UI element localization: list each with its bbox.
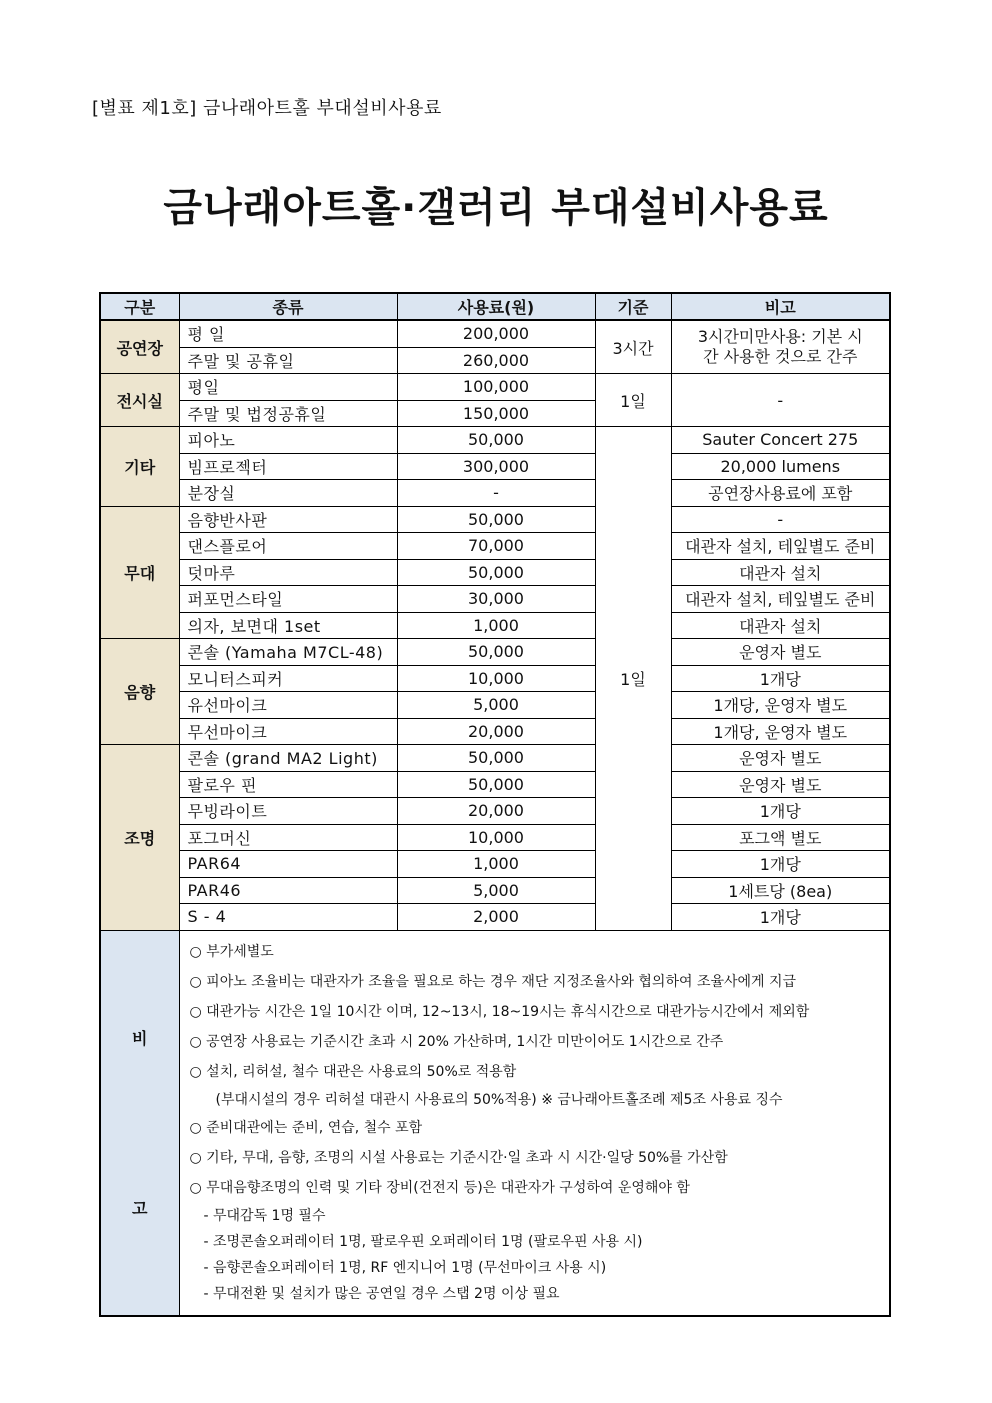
note-sub-line: - 조명콘솔오퍼레이터 1명, 팔로우핀 오퍼레이터 1명 (팔로우핀 사용 시) <box>203 1233 643 1250</box>
item-name: PAR46 <box>179 877 397 904</box>
note-line: ○ 무대음향조명의 인력 및 기타 장비(건전지 등)은 대관자가 구성하여 운영해야 함 <box>189 1179 690 1196</box>
note-sub-line: - 무대감독 1명 필수 <box>203 1207 326 1224</box>
item-name: 콘솔 (Yamaha M7CL-48) <box>179 639 397 666</box>
item-name: 음향반사판 <box>179 506 397 533</box>
remark-cell: 공연장사용료에 포함 <box>671 480 890 507</box>
table-row <box>100 453 890 480</box>
item-name: PAR64 <box>179 851 397 878</box>
note-line: ○ 공연장 사용료는 기준시간 초과 시 20% 가산하며, 1시간 미만이어도 1시간으로 간주 <box>189 1033 724 1050</box>
item-fee: 50,000 <box>397 745 595 772</box>
item-fee: 5,000 <box>397 877 595 904</box>
note-line: ○ 피아노 조율비는 대관자가 조율을 필요로 하는 경우 재단 지정조율사와 협의하여 조율사에게 지급 <box>189 973 797 990</box>
item-fee: 20,000 <box>397 798 595 825</box>
table-row <box>100 480 890 507</box>
header-category: 구분 <box>100 293 179 320</box>
table-row <box>100 639 890 666</box>
note-line: ○ 부가세별도 <box>189 943 274 960</box>
note-sub-line: - 무대전환 및 설치가 많은 공연일 경우 스탭 2명 이상 필요 <box>203 1285 560 1302</box>
item-fee: 50,000 <box>397 559 595 586</box>
item-name: 의자, 보면대 1set <box>179 612 397 639</box>
note-sub-line: - 음향콘솔오퍼레이터 1명, RF 엔지니어 1명 (무선마이크 사용 시) <box>203 1259 607 1276</box>
category-cell: 음향 <box>100 639 179 745</box>
remark-cell: 1개당, 운영자 별도 <box>671 692 890 719</box>
item-name: 콘솔 (grand MA2 Light) <box>179 745 397 772</box>
header-type: 종류 <box>179 293 397 320</box>
item-name: 덧마루 <box>179 559 397 586</box>
remark-cell: 운영자 별도 <box>671 639 890 666</box>
table-row <box>100 586 890 613</box>
remark-cell: 1개당 <box>671 665 890 692</box>
page-title: 금나래아트홀·갤러리 부대설비사용료 <box>163 185 829 231</box>
table-row <box>100 665 890 692</box>
header-note: [별표 제1호] 금나래아트홀 부대설비사용료 <box>92 98 442 119</box>
item-fee: 100,000 <box>397 374 595 401</box>
item-name: 분장실 <box>179 480 397 507</box>
item-fee: 20,000 <box>397 718 595 745</box>
remark-cell: 대관자 설치 <box>671 612 890 639</box>
item-name: 무빙라이트 <box>179 798 397 825</box>
table-row <box>100 745 890 772</box>
note-line: ○ 설치, 리허설, 철수 대관은 사용료의 50%로 적용함 <box>189 1063 517 1080</box>
item-name: 포그머신 <box>179 824 397 851</box>
item-name: 주말 및 법정공휴일 <box>179 400 397 427</box>
table-row <box>100 877 890 904</box>
notes-label-cell <box>100 930 179 1316</box>
item-fee: 5,000 <box>397 692 595 719</box>
item-fee: 1,000 <box>397 851 595 878</box>
item-name: S - 4 <box>179 904 397 931</box>
header-basis: 기준 <box>595 293 671 320</box>
item-fee: 200,000 <box>397 320 595 347</box>
category-cell: 전시실 <box>100 374 179 427</box>
remark-cell: 1세트당 (8ea) <box>671 877 890 904</box>
remark-cell: 1개당 <box>671 798 890 825</box>
item-name: 피아노 <box>179 427 397 454</box>
remark-cell: 대관자 설치, 테잎별도 준비 <box>671 586 890 613</box>
item-name: 모니터스피커 <box>179 665 397 692</box>
basis-cell: 1일 <box>595 427 671 931</box>
note-line-continuation: (부대시설의 경우 리허설 대관시 사용료의 50%적용) ※ 금나래아트홀조례 제5조 사용료 징수 <box>215 1091 783 1108</box>
table-row <box>100 612 890 639</box>
notes-row <box>100 930 890 1316</box>
item-name: 댄스플로어 <box>179 533 397 560</box>
table-row <box>100 533 890 560</box>
remark-cell: 운영자 별도 <box>671 745 890 772</box>
table-row <box>100 427 890 454</box>
item-fee: 10,000 <box>397 665 595 692</box>
item-fee: 70,000 <box>397 533 595 560</box>
note-line: ○ 대관가능 시간은 1일 10시간 이며, 12~13시, 18~19시는 휴식시간으로 대관가능시간에서 제외함 <box>189 1003 810 1020</box>
item-fee: 260,000 <box>397 347 595 374</box>
note-line: ○ 기타, 무대, 음향, 조명의 시설 사용료는 기준시간·일 초과 시 시간·일당 50%를 가산함 <box>189 1149 728 1166</box>
item-name: 평일 <box>179 374 397 401</box>
item-name: 무선마이크 <box>179 718 397 745</box>
item-fee: 50,000 <box>397 506 595 533</box>
remark-cell: 대관자 설치, 테잎별도 준비 <box>671 533 890 560</box>
item-fee: 50,000 <box>397 639 595 666</box>
basis-cell: 3시간 <box>595 320 671 374</box>
notes-label-bottom: 고 <box>132 1199 148 1218</box>
remark-cell: 대관자 설치 <box>671 559 890 586</box>
table-row <box>100 718 890 745</box>
item-fee: 50,000 <box>397 771 595 798</box>
item-name: 빔프로젝터 <box>179 453 397 480</box>
item-fee: 150,000 <box>397 400 595 427</box>
remark-cell: 운영자 별도 <box>671 771 890 798</box>
table-header-row <box>100 293 890 320</box>
item-fee: 50,000 <box>397 427 595 454</box>
table-row <box>100 506 890 533</box>
item-name: 팔로우 핀 <box>179 771 397 798</box>
fee-table <box>99 292 891 1317</box>
table-row <box>100 798 890 825</box>
item-fee: 2,000 <box>397 904 595 931</box>
table-row <box>100 851 890 878</box>
item-name: 주말 및 공휴일 <box>179 347 397 374</box>
category-cell: 조명 <box>100 745 179 931</box>
item-fee: - <box>397 480 595 507</box>
remark-cell: - <box>671 374 890 427</box>
remark-cell: 20,000 lumens <box>671 453 890 480</box>
table-row <box>100 559 890 586</box>
category-cell: 기타 <box>100 427 179 507</box>
table-row <box>100 692 890 719</box>
item-name: 퍼포먼스타일 <box>179 586 397 613</box>
remark-cell: 1개당 <box>671 851 890 878</box>
table-row <box>100 320 890 347</box>
notes-label-top: 비 <box>132 1029 148 1048</box>
remark-cell: 1개당 <box>671 904 890 931</box>
remark-cell: Sauter Concert 275 <box>671 427 890 454</box>
item-fee: 10,000 <box>397 824 595 851</box>
remark-cell: 포그액 별도 <box>671 824 890 851</box>
item-fee: 30,000 <box>397 586 595 613</box>
note-line: ○ 준비대관에는 준비, 연습, 철수 포함 <box>189 1119 423 1136</box>
item-fee: 1,000 <box>397 612 595 639</box>
remark-cell: - <box>671 506 890 533</box>
notes-content <box>179 930 890 1316</box>
remark-cell: 1개당, 운영자 별도 <box>671 718 890 745</box>
item-name: 유선마이크 <box>179 692 397 719</box>
category-cell: 공연장 <box>100 320 179 374</box>
header-remark: 비고 <box>671 293 890 320</box>
item-name: 평 일 <box>179 320 397 347</box>
table-row <box>100 374 890 401</box>
remark-cell: 3시간미만사용: 기본 시간 사용한 것으로 간주 <box>671 320 890 374</box>
item-fee: 300,000 <box>397 453 595 480</box>
basis-cell: 1일 <box>595 374 671 427</box>
header-fee: 사용료(원) <box>397 293 595 320</box>
table-row <box>100 824 890 851</box>
table-row <box>100 904 890 931</box>
table-row <box>100 771 890 798</box>
category-cell: 무대 <box>100 506 179 639</box>
